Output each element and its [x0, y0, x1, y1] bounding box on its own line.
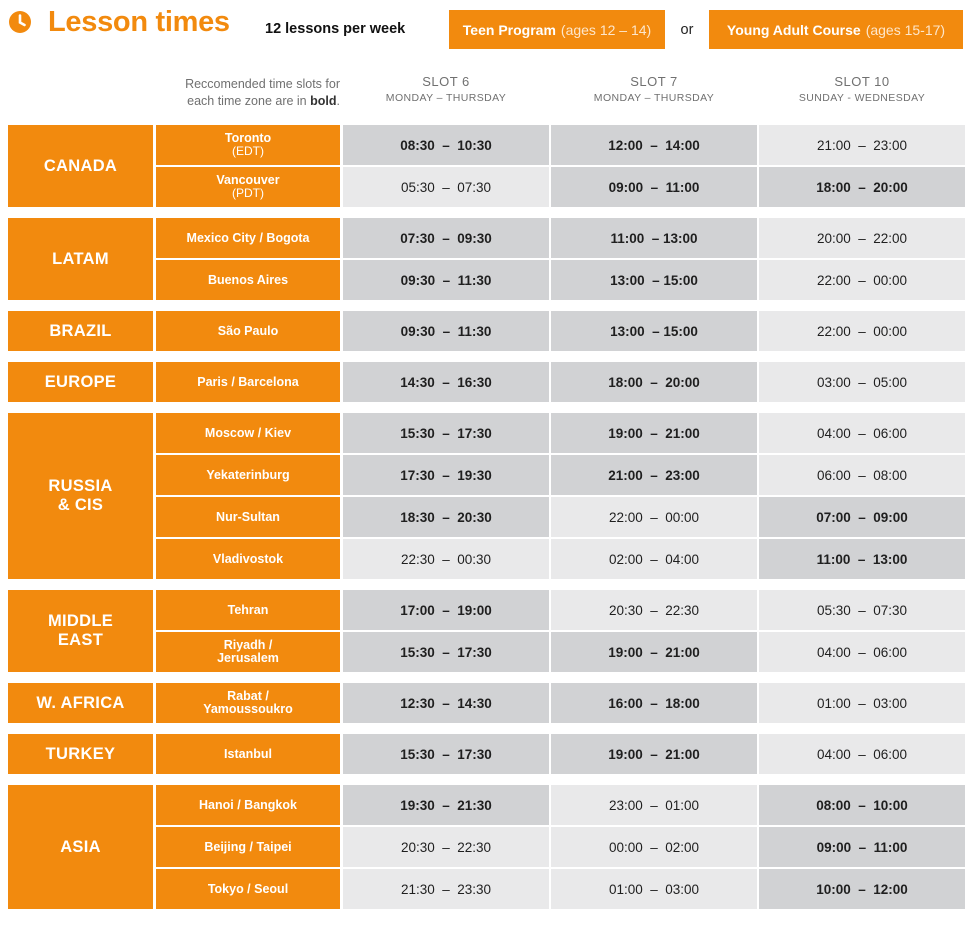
- time-cell: 14:30 – 16:30: [343, 362, 549, 402]
- city-name: Paris / Barcelona: [197, 374, 299, 389]
- city-name: Yekaterinburg: [206, 467, 290, 482]
- page-title: Lesson times: [48, 6, 230, 38]
- time-cell: 20:30 – 22:30: [551, 590, 757, 630]
- time-cell: 08:30 – 10:30: [343, 125, 549, 165]
- slot-name: SLOT 10: [834, 74, 890, 89]
- time-cell: 12:00 – 14:00: [551, 125, 757, 165]
- city-name: Riyadh /: [223, 638, 273, 652]
- time-cell: 15:30 – 17:30: [343, 734, 549, 774]
- time-cell: 10:00 – 12:00: [759, 869, 965, 909]
- city-name: Toronto: [224, 131, 272, 145]
- city-name: Buenos Aires: [207, 272, 289, 287]
- time-cell: 22:00 – 00:00: [759, 260, 965, 300]
- city-name: Tokyo / Seoul: [207, 881, 289, 896]
- time-cell: 21:30 – 23:30: [343, 869, 549, 909]
- city-subtitle: Yamoussoukro: [203, 702, 293, 716]
- time-cell: 08:00 – 10:00: [759, 785, 965, 825]
- city-name: Istanbul: [224, 746, 272, 761]
- time-cell: 15:30 – 17:30: [343, 413, 549, 453]
- time-cell: 03:00 – 05:00: [759, 362, 965, 402]
- time-cell: 22:30 – 00:30: [343, 539, 549, 579]
- city-label: [156, 311, 340, 351]
- time-cell: 09:30 – 11:30: [343, 260, 549, 300]
- young-adult-course-ages: (ages 15-17): [865, 21, 946, 38]
- time-cell: 18:00 – 20:00: [759, 167, 965, 207]
- time-cell: 15:30 – 17:30: [343, 632, 549, 672]
- time-cell: 05:30 – 07:30: [759, 590, 965, 630]
- time-cell: 11:00 – 13:00: [551, 218, 757, 258]
- city-label: [156, 362, 340, 402]
- city-name: Beijing / Taipei: [204, 839, 292, 854]
- slot-name: SLOT 6: [422, 74, 470, 89]
- time-cell: 17:00 – 19:00: [343, 590, 549, 630]
- region-label: ASIA: [8, 785, 153, 909]
- note-end: .: [336, 94, 340, 108]
- city-label: [156, 632, 340, 672]
- teen-program-button[interactable]: [449, 10, 665, 49]
- region-label: W. AFRICA: [8, 683, 153, 723]
- region-label: RUSSIA & CIS: [8, 413, 153, 579]
- time-cell: 04:00 – 06:00: [759, 734, 965, 774]
- time-cell: 18:00 – 20:00: [551, 362, 757, 402]
- city-subtitle: Jerusalem: [217, 651, 279, 665]
- city-label: [156, 497, 340, 537]
- city-name: Tehran: [227, 602, 269, 617]
- time-cell: 13:00 – 15:00: [551, 260, 757, 300]
- teen-program-label: Teen Program: [462, 21, 556, 38]
- time-cell: 19:30 – 21:30: [343, 785, 549, 825]
- slot-header-10: [759, 74, 965, 106]
- time-cell: 09:00 – 11:00: [551, 167, 757, 207]
- time-cell: 07:00 – 09:00: [759, 497, 965, 537]
- time-cell: 01:00 – 03:00: [551, 869, 757, 909]
- city-label: [156, 734, 340, 774]
- or-separator: or: [680, 22, 694, 38]
- time-cell: 19:00 – 21:00: [551, 632, 757, 672]
- city-label: [156, 827, 340, 867]
- city-name: Mexico City / Bogota: [186, 230, 310, 245]
- slot-days: MONDAY – THURSDAY: [385, 92, 507, 104]
- time-cell: 04:00 – 06:00: [759, 413, 965, 453]
- city-label: [156, 590, 340, 630]
- time-cell: 19:00 – 21:00: [551, 734, 757, 774]
- time-cell: 12:30 – 14:30: [343, 683, 549, 723]
- time-cell: 16:00 – 18:00: [551, 683, 757, 723]
- region-label: MIDDLE EAST: [8, 590, 153, 672]
- city-name: Hanoi / Bangkok: [199, 797, 297, 812]
- time-cell: 23:00 – 01:00: [551, 785, 757, 825]
- time-cell: 17:30 – 19:30: [343, 455, 549, 495]
- city-name: Vladivostok: [212, 551, 284, 566]
- slot-header-6: [343, 74, 549, 106]
- teen-program-ages: (ages 12 – 14): [560, 21, 652, 38]
- time-cell: 22:00 – 00:00: [551, 497, 757, 537]
- time-cell: 04:00 – 06:00: [759, 632, 965, 672]
- young-adult-course-label: Young Adult Course: [726, 21, 861, 38]
- young-adult-course-button[interactable]: [709, 10, 963, 49]
- note-line-1: Reccomended time slots for: [185, 77, 340, 91]
- time-cell: 05:30 – 07:30: [343, 167, 549, 207]
- city-label: [156, 413, 340, 453]
- time-cell: 00:00 – 02:00: [551, 827, 757, 867]
- time-cell: 02:00 – 04:00: [551, 539, 757, 579]
- time-cell: 19:00 – 21:00: [551, 413, 757, 453]
- time-cell: 21:00 – 23:00: [551, 455, 757, 495]
- city-label: [156, 218, 340, 258]
- note-line-2: each time zone are in: [187, 94, 307, 108]
- clock-icon: [8, 10, 32, 34]
- time-cell: 11:00 – 13:00: [759, 539, 965, 579]
- time-cell: 09:30 – 11:30: [343, 311, 549, 351]
- time-cell: 22:00 – 00:00: [759, 311, 965, 351]
- city-label: [156, 539, 340, 579]
- city-label: [156, 260, 340, 300]
- city-label: [156, 455, 340, 495]
- region-label: LATAM: [8, 218, 153, 300]
- city-label: [156, 683, 340, 723]
- region-label: CANADA: [8, 125, 153, 207]
- recommended-note: [150, 76, 340, 110]
- time-cell: 18:30 – 20:30: [343, 497, 549, 537]
- time-cell: 20:00 – 22:00: [759, 218, 965, 258]
- slot-days: MONDAY – THURSDAY: [593, 92, 715, 104]
- time-cell: 01:00 – 03:00: [759, 683, 965, 723]
- region-label: TURKEY: [8, 734, 153, 774]
- city-label: [156, 125, 340, 165]
- city-subtitle: (PDT): [232, 186, 264, 200]
- city-name: São Paulo: [217, 323, 279, 338]
- time-cell: 07:30 – 09:30: [343, 218, 549, 258]
- time-cell: 21:00 – 23:00: [759, 125, 965, 165]
- city-name: Moscow / Kiev: [204, 425, 292, 440]
- city-label: [156, 869, 340, 909]
- note-bold-word: bold: [310, 94, 337, 108]
- region-label: BRAZIL: [8, 311, 153, 351]
- time-cell: 09:00 – 11:00: [759, 827, 965, 867]
- lessons-per-week-label: 12 lessons per week: [265, 21, 406, 37]
- slot-name: SLOT 7: [630, 74, 678, 89]
- time-cell: 13:00 – 15:00: [551, 311, 757, 351]
- city-name: Vancouver: [216, 173, 280, 187]
- city-name: Rabat /: [227, 689, 269, 703]
- city-name: Nur-Sultan: [216, 509, 280, 524]
- time-cell: 06:00 – 08:00: [759, 455, 965, 495]
- city-label: [156, 785, 340, 825]
- region-label: EUROPE: [8, 362, 153, 402]
- city-label: [156, 167, 340, 207]
- slot-header-7: [551, 74, 757, 106]
- city-subtitle: (EDT): [232, 144, 264, 158]
- slot-days: SUNDAY - WEDNESDAY: [798, 92, 926, 104]
- time-cell: 20:30 – 22:30: [343, 827, 549, 867]
